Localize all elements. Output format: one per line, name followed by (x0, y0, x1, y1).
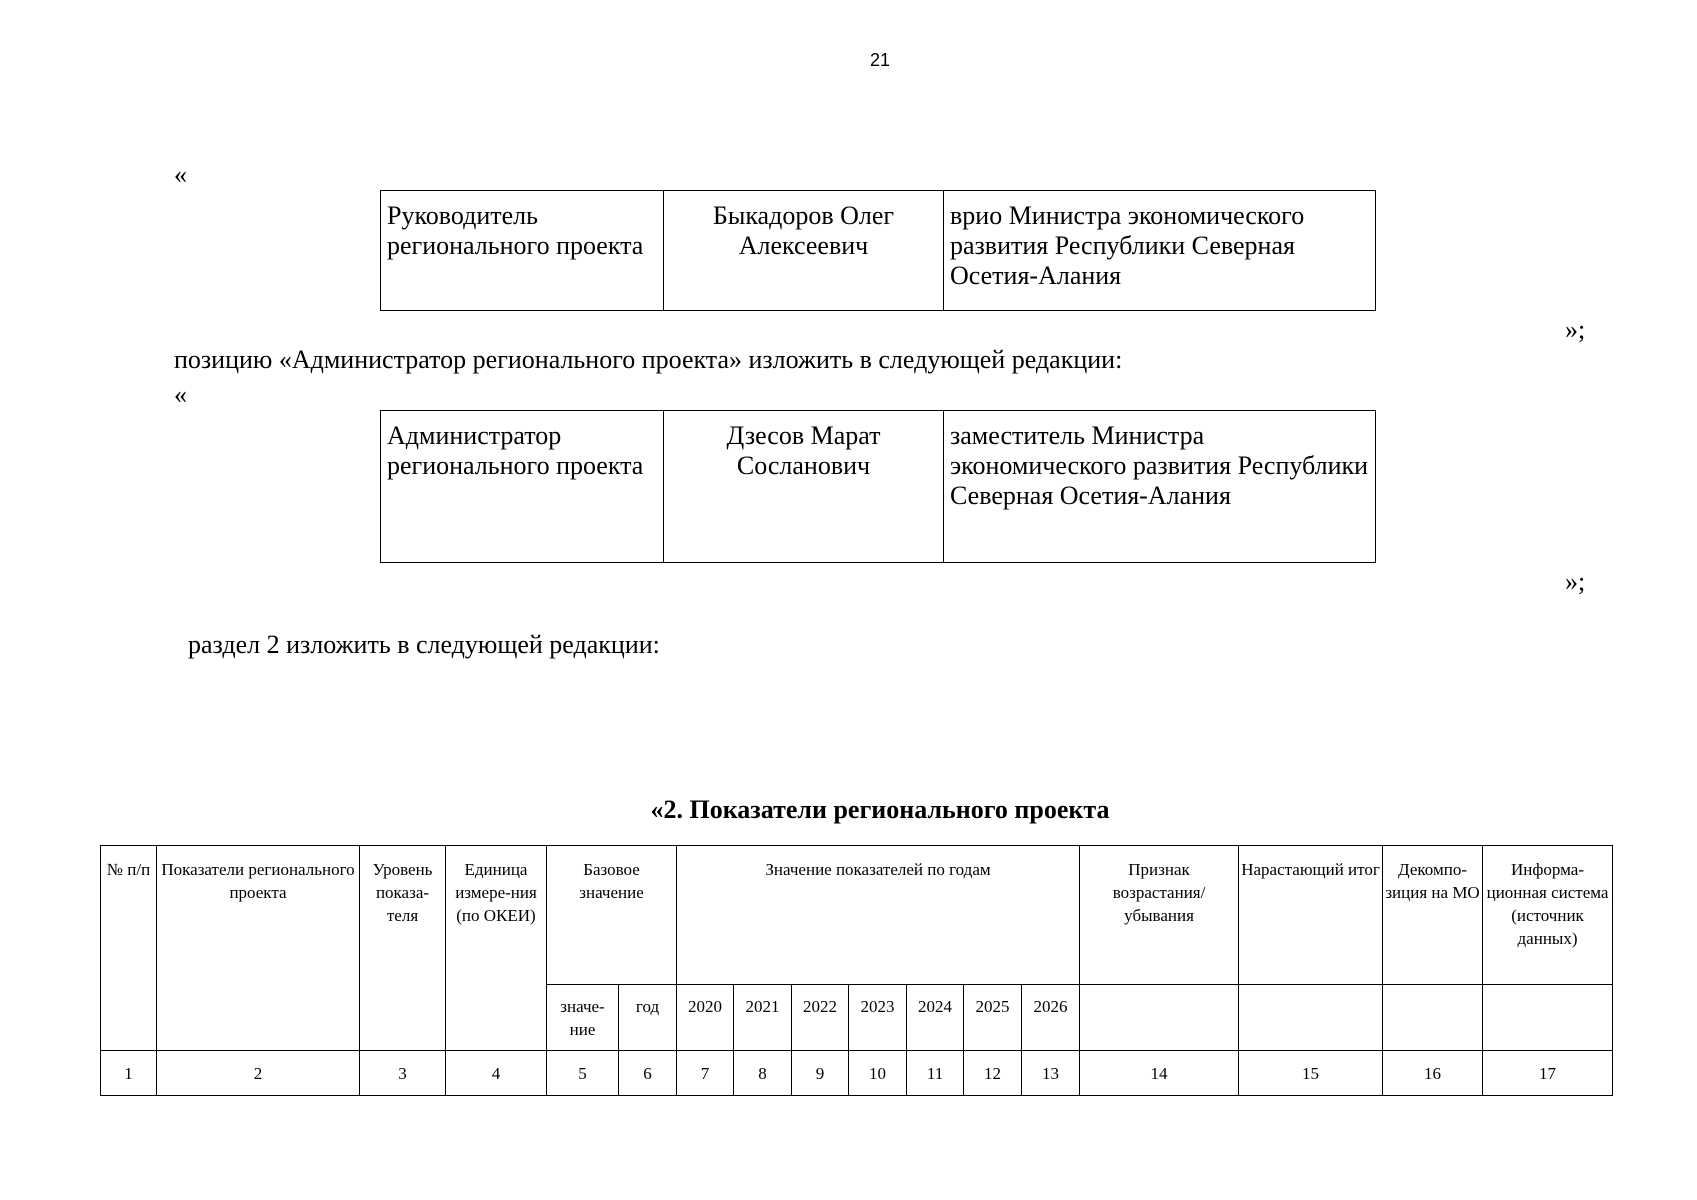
paragraph-admin: позицию «Администратор регионального проекта» изложить в следующей редакции: (174, 345, 1123, 374)
column-number: 1 (101, 1051, 157, 1096)
empty-cell (1239, 985, 1383, 1051)
header-base: Базовое значение (547, 846, 677, 985)
header-decomposition: Декомпо-зиция на МО (1383, 846, 1483, 985)
header-indicators: Показатели регионального проекта (157, 846, 360, 1051)
empty-cell (1080, 985, 1239, 1051)
page-number: 21 (869, 50, 891, 70)
column-number: 8 (734, 1051, 792, 1096)
column-number: 3 (360, 1051, 446, 1096)
project-head-table (380, 190, 1376, 311)
header-year: 2021 (734, 985, 792, 1051)
column-number: 2 (157, 1051, 360, 1096)
header-sign: Признак возрастания/ убывания (1080, 846, 1239, 985)
project-admin-table (380, 410, 1376, 563)
column-number: 6 (619, 1051, 677, 1096)
person-cell: Дзесов Марат Сосланович (664, 411, 944, 563)
column-number: 7 (677, 1051, 734, 1096)
header-values-by-year: Значение показателей по годам (677, 846, 1080, 985)
empty-cell (1383, 985, 1483, 1051)
header-year: 2024 (907, 985, 964, 1051)
column-number: 11 (907, 1051, 964, 1096)
column-number: 15 (1239, 1051, 1383, 1096)
header-base-year: год (619, 985, 677, 1051)
header-unit: Единица измере-ния (по ОКЕИ) (446, 846, 547, 1051)
column-number: 5 (547, 1051, 619, 1096)
closing-quote: »; (1565, 315, 1586, 344)
header-cumulative: Нарастающий итог (1239, 846, 1383, 985)
indicators-table (100, 845, 1613, 1096)
header-year: 2026 (1022, 985, 1080, 1051)
opening-quote: « (174, 160, 187, 189)
column-number: 10 (849, 1051, 907, 1096)
column-number: 17 (1483, 1051, 1613, 1096)
column-number: 9 (792, 1051, 849, 1096)
empty-cell (1483, 985, 1613, 1051)
position-cell: врио Министра экономического развития Республики Северная Осетия-Алания (944, 191, 1376, 311)
header-year: 2023 (849, 985, 907, 1051)
role-cell: Администратор регионального проекта (381, 411, 664, 563)
closing-quote: »; (1565, 567, 1586, 596)
column-number: 4 (446, 1051, 547, 1096)
section-title: «2. Показатели регионального проекта (650, 795, 1110, 824)
header-year: 2022 (792, 985, 849, 1051)
column-number: 16 (1383, 1051, 1483, 1096)
column-number: 13 (1022, 1051, 1080, 1096)
header-year: 2025 (964, 985, 1022, 1051)
role-cell: Руководитель регионального проекта (381, 191, 664, 311)
person-cell: Быкадоров Олег Алексеевич (664, 191, 944, 311)
header-info-system: Информа-ционная система (источник данных) (1483, 846, 1613, 985)
column-number: 12 (964, 1051, 1022, 1096)
header-level: Уровень показа-теля (360, 846, 446, 1051)
opening-quote: « (174, 380, 187, 409)
paragraph-section: раздел 2 изложить в следующей редакции: (188, 630, 660, 659)
column-number: 14 (1080, 1051, 1239, 1096)
header-num: № п/п (101, 846, 157, 1051)
header-base-value: значе-ние (547, 985, 619, 1051)
position-cell: заместитель Министра экономического развития Республики Северная Осетия-Алания (944, 411, 1376, 563)
header-year: 2020 (677, 985, 734, 1051)
